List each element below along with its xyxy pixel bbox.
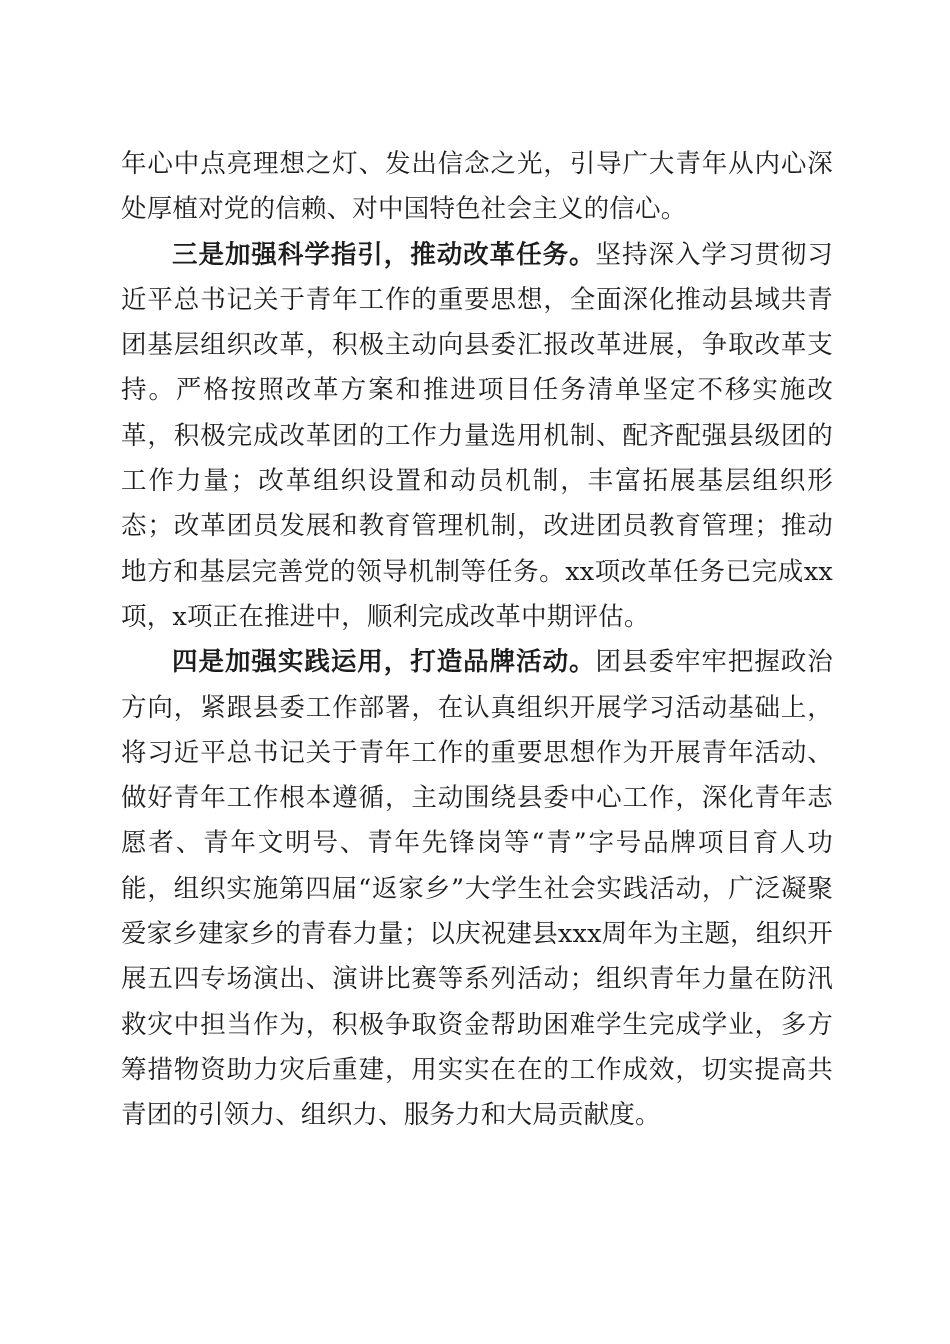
- paragraph-heading: 三是加强科学指引，推动改革任务。: [172, 239, 596, 270]
- paragraph-continuation: [121, 142, 833, 233]
- paragraph-heading: 四是加强实践运用，打造品牌活动。: [172, 647, 596, 678]
- paragraph-text: 坚持深入学习贯彻习近平总书记关于青年工作的重要思想，全面深化推动县域共青团基层组织改革，积极主动向县委汇报改革进展，争取改革支持。严格按照改革方案和推进项目任务清单坚定不移实施改革，积极完成改革团的工作力量选用机制、配齐配强县级团的工作力量；改革组织设置和动员机制，丰富拓展基层组织形态；改革团员发展和教育管理机制，改进团员教育管理；推动地方和基层完善党的领导机制等任务。xx项改革任务已完成xx项，x项正在推进中，顺利完成改革中期评估。: [121, 239, 833, 632]
- paragraph-text: 团县委牢牢把握政治方向，紧跟县委工作部署，在认真组织开展学习活动基础上，将习近平总书记关于青年工作的重要思想作为开展青年活动、做好青年工作根本遵循，主动围绕县委中心工作，深化青年志愿者、青年文明号、青年先锋岗等“青”字号品牌项目育人功能，组织实施第四届“返家乡”大学生社会实践活动，广泛凝聚爱家乡建家乡的青春力量；以庆祝建县xxx周年为主题，组织开展五四专场演出、演讲比赛等系列活动；组织青年力量在防汛救灾中担当作为，积极争取资金帮助困难学生完成学业，多方筹措物资助力灾后重建，用实实在在的工作成效，切实提高共青团的引领力、组织力、服务力和大局贡献度。: [121, 647, 833, 1131]
- document-body: [121, 142, 833, 1139]
- paragraph-text: 年心中点亮理想之灯、发出信念之光，引导广大青年从内心深处厚植对党的信赖、对中国特色社会主义的信心。: [121, 149, 833, 225]
- paragraph-reform-tasks: [121, 233, 833, 641]
- paragraph-brand-activities: [121, 640, 833, 1138]
